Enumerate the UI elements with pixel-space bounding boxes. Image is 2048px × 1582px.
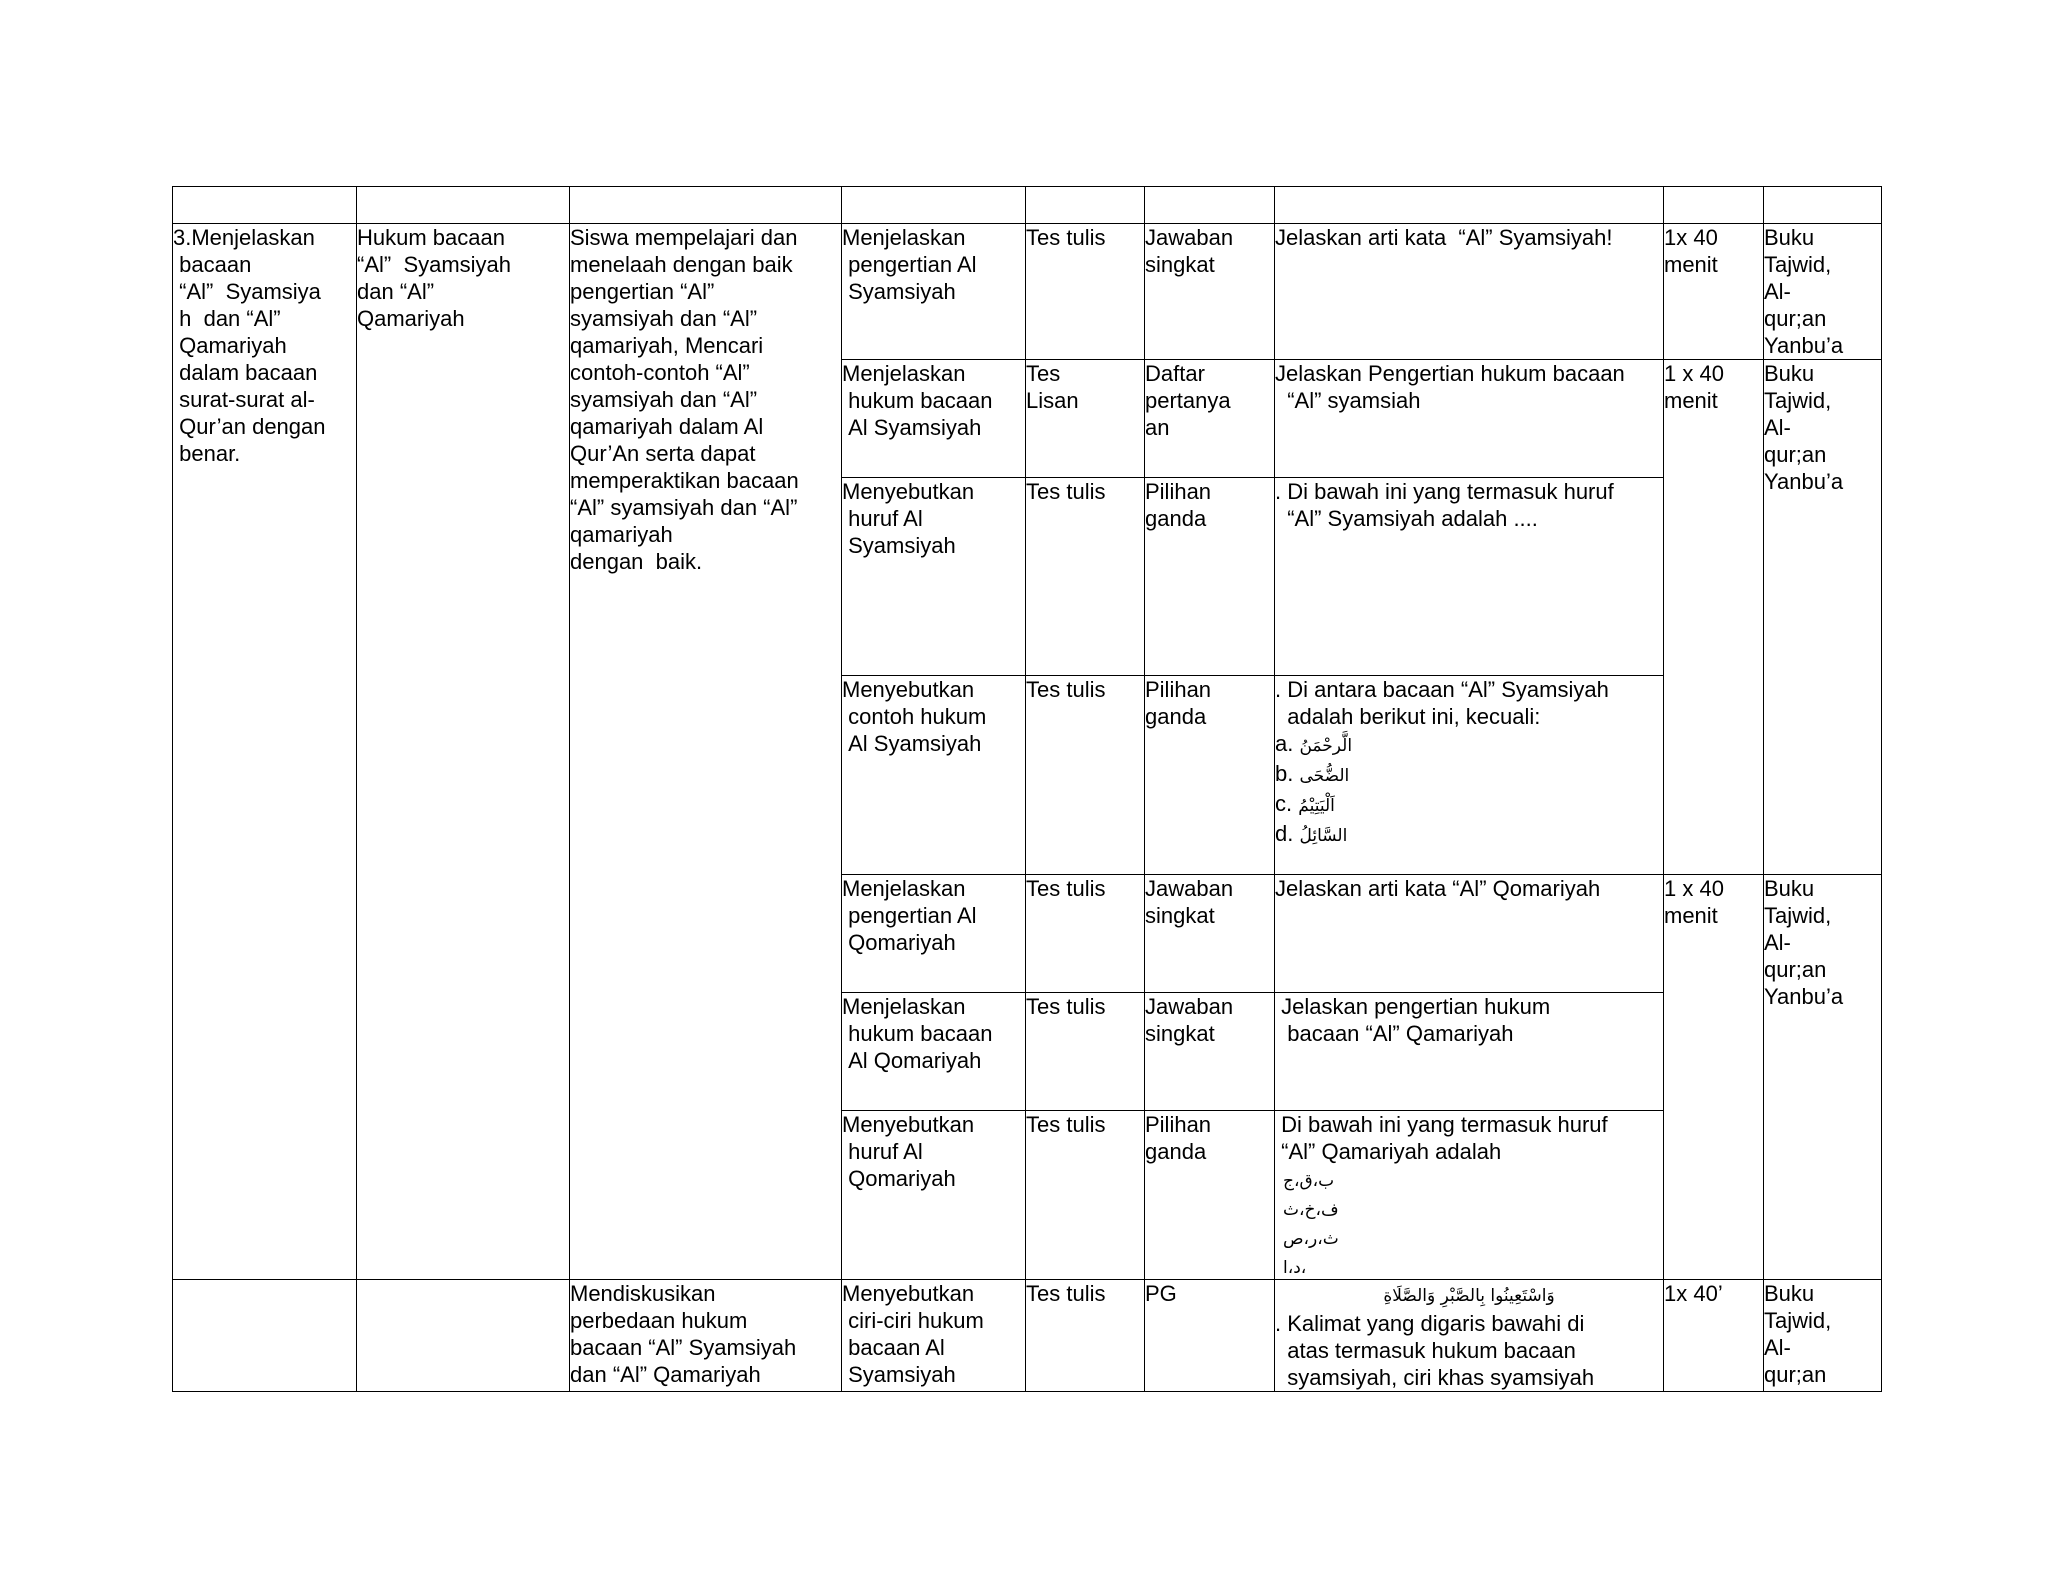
option-a: a. الَّرحْمَنُ [1275,730,1663,760]
technique-cell: Tes tulis [1026,676,1145,875]
learning-source-cell: Buku Tajwid, Al- qur;an Yanbu’a [1764,224,1882,360]
table-row [173,224,1882,360]
header-cell-8 [1664,187,1764,224]
instrument-form-cell: PG [1145,1280,1275,1392]
learning-source-cell: Buku Tajwid, Al- qur;an Yanbu’a [1764,360,1882,875]
time-allocation-cell: 1x 40 menit [1664,224,1764,360]
rpp-assessment-table [172,186,1882,1392]
indicator-cell: Menyebutkan contoh hukum Al Syamsiyah [842,676,1026,875]
competency-cell: 3.Menjelaskan bacaan “Al” Syamsiya h dan “Al” Qamariyah dalam bacaan surat-surat al- Qur’an dengan benar. [173,224,357,1280]
header-cell-1 [173,187,357,224]
instrument-example-cell: Jelaskan arti kata “Al” Syamsiyah! [1275,224,1664,360]
technique-cell: Tes tulis [1026,224,1145,360]
question-text: . Kalimat yang digaris bawahi di atas termasuk hukum bacaan syamsiyah, ciri khas syamsiyah [1275,1311,1595,1390]
instrument-example-cell [1275,1111,1664,1280]
indicator-cell: Menyebutkan huruf Al Syamsiyah [842,478,1026,676]
arabic-text: ث،ر،ص [1283,1229,1339,1249]
instrument-example-cell [1275,1280,1664,1392]
header-cell-2 [357,187,570,224]
material-cell: Hukum bacaan “Al” Syamsiyah dan “Al” Qamariyah [357,224,570,1280]
indicator-cell: Menjelaskan hukum bacaan Al Syamsiyah [842,360,1026,478]
arabic-text: اَلْيَتِيْمُ [1298,796,1335,816]
option-c: c. اَلْيَتِيْمُ [1275,790,1663,820]
technique-cell: Tes tulis [1026,478,1145,676]
technique-cell: Tes tulis [1026,1280,1145,1392]
learning-source-cell: Buku Tajwid, Al- qur;an Yanbu’a [1764,875,1882,1280]
option-b: b. الضُّحَى [1275,760,1663,790]
instrument-form-cell: Pilihan ganda [1145,1111,1275,1280]
arabic-text: د،ا، [1283,1258,1307,1278]
table-row [173,1280,1882,1392]
header-row [173,187,1882,224]
arabic-text: الضُّحَى [1299,766,1350,786]
instrument-form-cell: Pilihan ganda [1145,478,1275,676]
indicator-cell: Menyebutkan ciri-ciri hukum bacaan Al Syamsiyah [842,1280,1026,1392]
instrument-example-cell: Jelaskan Pengertian hukum bacaan “Al” syamsiah [1275,360,1664,478]
instrument-example-cell: Jelaskan arti kata “Al” Qomariyah [1275,875,1664,993]
indicator-cell: Menjelaskan pengertian Al Syamsiyah [842,224,1026,360]
option-list [1275,730,1663,850]
learning-source-cell: Buku Tajwid, Al- qur;an [1764,1280,1882,1392]
question-text: Di bawah ini yang termasuk huruf “Al” Qamariyah adalah [1281,1112,1608,1164]
technique-cell: Tes tulis [1026,1111,1145,1280]
header-cell-9 [1764,187,1882,224]
arabic-text: السَّائِلُ [1299,826,1348,846]
header-cell-6 [1145,187,1275,224]
header-cell-3 [570,187,842,224]
instrument-form-cell: Jawaban singkat [1145,875,1275,993]
time-allocation-cell: 1 x 40 menit [1664,875,1764,1280]
instrument-example-cell: Jelaskan pengertian hukum bacaan “Al” Qamariyah [1275,993,1664,1111]
arabic-text: الَّرحْمَنُ [1299,736,1353,756]
competency-cell [173,1280,357,1392]
question-text: . Di antara bacaan “Al” Syamsiyah adalah berikut ini, kecuali: [1275,677,1609,729]
instrument-example-cell [1275,676,1664,875]
technique-cell: Tes tulis [1026,875,1145,993]
instrument-form-cell: Daftar pertanya an [1145,360,1275,478]
arabic-letter-options [1275,1165,1663,1279]
instrument-form-cell: Jawaban singkat [1145,993,1275,1111]
arabic-verse: وَاسْتَعِينُوا بِالصَّبْرِ وَالصَّلَاةِ [1383,1286,1555,1306]
header-cell-4 [842,187,1026,224]
header-cell-7 [1275,187,1664,224]
time-allocation-cell: 1 x 40 menit [1664,360,1764,875]
option-d: d. السَّائِلُ [1275,820,1663,850]
time-allocation-cell: 1x 40’ [1664,1280,1764,1392]
instrument-example-cell: . Di bawah ini yang termasuk huruf “Al” Syamsiyah adalah .... [1275,478,1664,676]
instrument-form-cell: Jawaban singkat [1145,224,1275,360]
indicator-cell: Menjelaskan pengertian Al Qomariyah [842,875,1026,993]
technique-cell: Tes Lisan [1026,360,1145,478]
indicator-cell: Menjelaskan hukum bacaan Al Qomariyah [842,993,1026,1111]
arabic-text: ب،ق،ج [1283,1171,1335,1191]
learning-activity-cell: Mendiskusikan perbedaan hukum bacaan “Al” Syamsiyah dan “Al” Qamariyah [570,1280,842,1392]
header-cell-5 [1026,187,1145,224]
instrument-form-cell: Pilihan ganda [1145,676,1275,875]
material-cell [357,1280,570,1392]
indicator-cell: Menyebutkan huruf Al Qomariyah [842,1111,1026,1280]
learning-activity-cell: Siswa mempelajari dan menelaah dengan baik pengertian “Al” syamsiyah dan “Al” qamariyah, Mencari contoh-contoh “Al” syamsiyah dan “Al” qamariyah dalam Al Qur’An serta dapat memperaktikan bacaan “Al” syamsiyah dan “Al” qamariyah dengan baik. [570,224,842,1280]
technique-cell: Tes tulis [1026,993,1145,1111]
arabic-text: ف،خ،ث [1283,1200,1339,1220]
